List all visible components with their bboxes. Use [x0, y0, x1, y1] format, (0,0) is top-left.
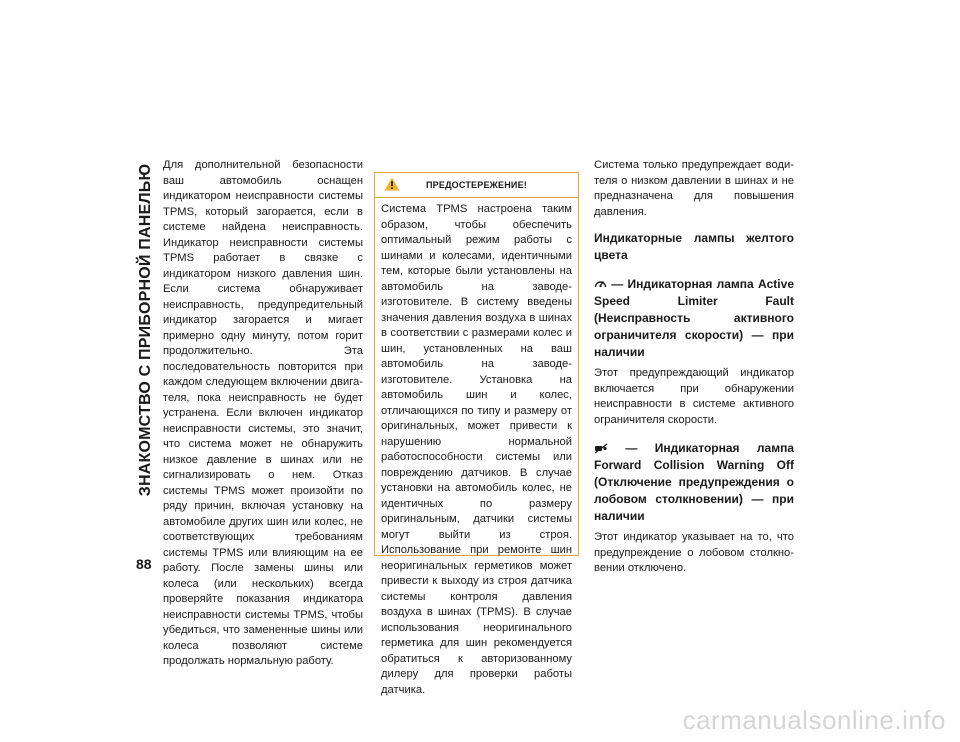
speed-limiter-fault-text: Этот предупреждающий индикатор включается при обнаружении неисправности в системе активного ограничителя скорости.: [594, 367, 794, 426]
warning-box: [374, 172, 579, 696]
forward-collision-off-heading-text: — Индикаторная лампа Forward Collision Warning Off (Отключение предупреждения о лобовом столкновении) — при наличии: [594, 441, 794, 523]
intro-paragraph: Система только предупреждает водителя о низком давлении в шинах и не предназначена для повышения давления.: [594, 159, 794, 218]
watermark: carmanualsonline.info: [682, 705, 946, 735]
speed-limiter-fault-icon: [594, 278, 607, 290]
right-column: [594, 158, 794, 577]
left-column: [163, 158, 363, 670]
page-number: 88: [136, 556, 152, 572]
section-sidebar-title: [131, 163, 161, 497]
section-heading-yellow-lamps: Индикаторные лампы желтого цвета: [594, 231, 794, 262]
warning-header: [375, 173, 578, 198]
speed-limiter-fault-heading: [594, 276, 794, 361]
forward-collision-off-text: Этот индикатор указывает на то, что предупреждение о лобовом столкновении отключено.: [594, 531, 794, 574]
section-sidebar-title-text: ЗНАКОМСТВО С ПРИБОРНОЙ ПАНЕЛЬЮ: [137, 163, 154, 497]
warning-body: Система TPMS настроена таким образом, чтобы обеспечить оптимальный режим работы с шинами и колесами, идентичными тем, которые были установлены на автомобиль на заводе-изготовителе. В систему введены значения давления воздуха в шинах в соответствии с размерами колес и шин, установленных на ваш автомобиль на заводе-изготовителе. Установка на автомобиль шин и колес, отличающихся по типу и размеру от оригинальных, может привести к нарушению нормальной работоспособности системы или повреждению датчиков. В случае установки на автомобиль колес, не идентичных по размеру оригинальным, датчики системы могут выйти из строя. Использование при ремонте шин неоригинальных герметиков может привести к выходу из строя датчика системы контроля давления воздуха в шинах (TPMS). В случае использования неоригинального герметика для шин рекомендуется обратиться к авторизованному дилеру для проверки работы датчика.: [381, 203, 572, 696]
forward-collision-off-heading: [594, 440, 794, 525]
warning-triangle-icon: [384, 177, 400, 191]
speed-limiter-fault-heading-text: — Индикаторная лампа Active Speed Limiter Fault (Неисправность активного ограничителя скорости) — при наличии: [594, 277, 794, 359]
tpms-malfunction-paragraph: Для дополнительной безопасности ваш автомобиль оснащен индикатором неисправности системы TPMS, который загорается, если в системе найдена неисправность. Индикатор неисправности системы TPMS работает в связке с индикатором низкого давления шин. Если система обнаруживает неисправность, предупредительный индикатор загорается и мигает примерно одну минуту, потом горит продолжительно. Эта последовательность повторится при каждом следующем включении двигателя, пока неисправность не будет устранена. Если включен индикатор неисправности системы, это значит, что система может не обнаружить низкое давление в шинах или не сигнализировать о нем. Отказ системы TPMS может произойти по ряду причин, включая установку на автомобиле других шин или колес, не соответствующих требованиям системы TPMS или влияющим на ее работу. После замены шины или колеса (или нескольких) всегда проверяйте показания индикатора неисправности системы TPMS, чтобы убедиться, что замененные шины или колеса позволяют системе продолжать нормальную работу.: [163, 159, 363, 667]
warning-title: ПРЕДОСТЕРЕЖЕНИЕ!: [426, 180, 527, 190]
forward-collision-off-icon: [594, 443, 608, 454]
